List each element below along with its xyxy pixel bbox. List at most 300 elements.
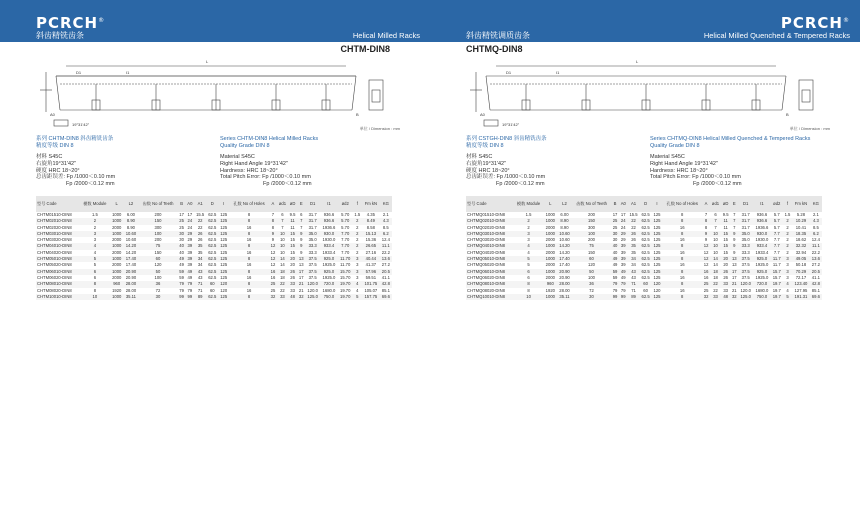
table-cell: 1925.0 — [755, 274, 769, 280]
table-cell: 16 — [246, 237, 252, 243]
table-cell: 33 — [721, 281, 730, 287]
table-cell: 10 — [710, 243, 721, 249]
table-cell: 125 — [220, 243, 228, 249]
table-cell: 62.5 — [641, 218, 650, 224]
table-cell: 39 — [620, 249, 626, 255]
table-cell: 18.62 — [795, 237, 807, 243]
table-row — [466, 294, 822, 300]
table-cell: 59 — [179, 274, 184, 280]
column-header: I1 — [320, 196, 338, 212]
rack-drawing — [36, 50, 396, 130]
column-header: øD — [288, 196, 297, 212]
table-cell: 15.13 — [362, 231, 380, 237]
table-cell: 12 — [703, 262, 709, 268]
table-cell: 62.5 — [641, 274, 650, 280]
table-cell: 100 — [572, 231, 611, 237]
table-cell: 28.00 — [559, 287, 570, 293]
table-cell: 2.1 — [382, 212, 389, 217]
table-cell: 35 — [197, 249, 203, 255]
table-cell: 10 — [280, 249, 285, 255]
table-cell: 15.7 — [772, 268, 781, 274]
table-cell: 14 — [280, 262, 285, 268]
table-cell: 62.5 — [208, 249, 217, 255]
table-cell: 62.5 — [641, 224, 650, 230]
table-cell: 4 — [353, 281, 362, 287]
table-cell: 1000 — [544, 218, 557, 224]
table-cell: 10.60 — [559, 237, 570, 243]
table-cell: 69.6 — [380, 294, 392, 300]
table-cell: 22 — [710, 281, 721, 287]
table-cell: 2000 — [545, 262, 555, 268]
dim-A0: A0 — [480, 112, 485, 117]
table-cell: 17 — [620, 212, 626, 217]
column-header: ød2 — [771, 196, 783, 212]
table-cell: 17 — [731, 268, 737, 274]
table-cell: 24 — [620, 218, 626, 224]
spec-table-left — [36, 196, 392, 300]
table-cell: 12 — [703, 256, 709, 262]
table-cell: 43 — [627, 269, 639, 275]
table-cell: 22 — [280, 287, 285, 293]
table-cell: 85.1 — [811, 287, 820, 293]
table-cell: 16 — [270, 274, 276, 280]
table-cell: 20 — [288, 256, 297, 262]
table-cell: 101.75 — [362, 281, 380, 287]
table-cell: 6 — [714, 212, 717, 217]
table-cell: 17 — [179, 212, 184, 217]
table-cell: 75 — [138, 243, 177, 249]
column-header: I — [218, 196, 229, 212]
table-cell: 1925.0 — [322, 274, 336, 280]
table-cell: 43 — [631, 274, 636, 280]
table-cell: 30 — [138, 294, 177, 300]
table-cell: CHTM04020-DIN8 — [37, 249, 72, 255]
table-cell: 4.35 — [366, 212, 375, 217]
table-cell: 99 — [620, 293, 626, 299]
dim-L: L — [636, 59, 639, 64]
table-cell: 39 — [187, 256, 193, 262]
table-cell: 33 — [288, 281, 297, 287]
dim-D1: D1 — [506, 70, 512, 75]
table-cell: 26 — [194, 231, 206, 237]
table-cell: 2000 — [545, 224, 555, 230]
table-cell: 15 — [288, 243, 297, 249]
column-header: 齿数 No of Teeth — [138, 196, 177, 212]
column-header: 孔数 No of Holes — [662, 196, 702, 212]
table-cell: 20.90 — [125, 274, 137, 280]
table-cell: 15.70 — [339, 274, 351, 280]
table-cell: 4 — [356, 287, 359, 293]
table-cell: 200 — [588, 212, 595, 217]
table-cell: 1930.0 — [322, 237, 336, 243]
table-cell: 2 — [786, 249, 789, 255]
table-cell: 1000 — [544, 256, 557, 262]
table-cell: 10 — [713, 237, 718, 243]
table-cell: 79 — [620, 287, 626, 293]
table-cell: 49 — [179, 262, 184, 268]
column-header: L — [544, 196, 557, 212]
header-bar — [0, 0, 430, 42]
table-cell: 7 — [733, 212, 736, 217]
table-cell: 120.0 — [307, 287, 318, 293]
table-cell: 2000 — [545, 274, 555, 280]
table-cell: 1000 — [110, 218, 124, 224]
table-cell: 10 — [277, 243, 288, 249]
table-cell: 20.90 — [557, 269, 572, 275]
series-cn: 系列 CHTM-DIN8 斜齿精铣齿条 精度等级 DIN 8 — [36, 136, 114, 149]
table-cell: 26.65 — [362, 243, 380, 249]
table-cell: 200 — [154, 237, 162, 243]
table-cell: CHTMQ03010-DIN8 — [466, 231, 514, 237]
table-cell: 9 — [271, 237, 275, 243]
table-cell: 33 — [723, 287, 728, 293]
table-cell: 120 — [653, 287, 661, 293]
table-cell: 79 — [612, 281, 618, 287]
table-cell: 71 — [631, 287, 636, 293]
table-cell: 39 — [620, 262, 626, 268]
table-cell: 125 — [220, 256, 228, 262]
table-cell: 16 — [246, 287, 252, 293]
table-cell: CHTM04010-DIN8 — [36, 243, 80, 249]
table-cell: 7 — [704, 212, 708, 217]
table-cell: CHTM02020-DIN8 — [37, 224, 72, 230]
table-cell: 933.4 — [753, 243, 771, 249]
column-header: L — [110, 196, 124, 212]
table-cell: 17.40 — [559, 262, 570, 268]
table-cell: 17 — [612, 212, 618, 217]
column-header: E — [297, 196, 305, 212]
table-cell: 32 — [703, 293, 709, 299]
table-cell: 36 — [138, 281, 177, 287]
table-cell: 125 — [653, 237, 661, 243]
table-cell: 16 — [270, 268, 276, 274]
table-cell: 39 — [620, 256, 626, 262]
table-cell: 6.00 — [560, 212, 569, 217]
table-cell: 37.5 — [738, 256, 753, 262]
table-cell: 125 — [220, 224, 228, 230]
table-cell: 79 — [179, 281, 184, 287]
table-cell: 10 — [280, 237, 285, 243]
table-cell: 120 — [653, 281, 661, 287]
table-cell: 79 — [179, 287, 184, 293]
table-cell: 1930.0 — [755, 237, 769, 243]
table-cell: 21 — [298, 281, 304, 287]
table-cell: 1000 — [544, 243, 557, 249]
table-cell: 1925.0 — [322, 262, 336, 268]
table-cell: 8.49 — [362, 218, 380, 224]
specs-cn: 材料 S45C 右旋角19°31'42" 硬度 HRC 18~20° 总齿距误差: Fp /1000＜0.10 mm Fp /2000＜0.12 mm — [36, 154, 116, 188]
table-cell: CHTMQ02010-DIN8 — [466, 218, 514, 224]
table-cell: 35.0 — [738, 231, 753, 237]
table-cell: 24 — [187, 218, 193, 224]
table-cell: 33 — [710, 294, 721, 300]
column-header: D1 — [305, 196, 320, 212]
table-cell: 20.90 — [559, 274, 570, 280]
table-cell: 62.5 — [208, 212, 217, 217]
table-cell: 17 — [187, 212, 193, 217]
table-cell: 2 — [80, 218, 110, 224]
table-cell: 10 — [514, 294, 544, 300]
table-cell: 3 — [786, 274, 789, 280]
table-cell: 29 — [620, 237, 626, 243]
table-cell: 30 — [612, 237, 618, 243]
table-cell: 79 — [612, 287, 618, 293]
table-cell: 62.5 — [641, 237, 650, 243]
table-cell: 21 — [731, 281, 737, 287]
table-cell: 18 — [713, 274, 718, 280]
table-cell: 62.5 — [641, 243, 650, 249]
table-cell: 125.0 — [738, 294, 753, 300]
table-cell: 71 — [197, 287, 203, 293]
column-header: f — [783, 196, 792, 212]
table-cell: CHTMQ06010-DIN8 — [466, 269, 514, 275]
table-cell: 7 — [733, 224, 736, 230]
column-header: D — [640, 196, 652, 212]
table-cell: 49 — [187, 274, 193, 280]
column-header: 型号 Code — [36, 196, 80, 212]
table-cell: 8.90 — [126, 224, 135, 230]
table-cell: 1936.6 — [755, 224, 769, 230]
table-cell: 960 — [110, 281, 124, 287]
table-cell: 2000 — [112, 224, 122, 230]
table-cell: 5.7 — [771, 218, 783, 224]
table-cell: 127.95 — [794, 287, 808, 293]
table-cell: 69.6 — [810, 294, 822, 300]
table-cell: CHTMQ01510-DIN8 — [467, 212, 505, 217]
table-cell: 100 — [154, 274, 162, 280]
table-cell: 43 — [197, 274, 203, 280]
table-cell: 5 — [514, 256, 544, 262]
table-cell: 8.58 — [366, 224, 375, 230]
table-cell: 32.94 — [795, 249, 807, 255]
table-cell: 925.0 — [753, 269, 771, 275]
column-header: E — [730, 196, 738, 212]
table-cell: 18 — [710, 269, 721, 275]
table-cell: 35 — [627, 243, 639, 249]
table-cell: 40 — [179, 249, 184, 255]
table-cell: 31.7 — [308, 224, 317, 230]
dim-I1: I1 — [126, 70, 130, 75]
table-cell: 300 — [588, 224, 595, 230]
table-cell: 936.6 — [323, 212, 335, 217]
table-cell: 6 — [514, 269, 544, 275]
table-cell: 15.5 — [629, 212, 638, 217]
rack-drawing — [466, 50, 826, 130]
table-cell: 13.6 — [810, 256, 822, 262]
table-cell: 2000 — [112, 249, 122, 255]
table-cell: 100 — [138, 231, 177, 237]
table-cell: 100 — [588, 274, 595, 280]
table-cell: 720.0 — [753, 281, 771, 287]
table-cell: 16 — [246, 262, 252, 268]
table-cell: 30 — [179, 230, 184, 236]
table-cell: 41.1 — [811, 274, 820, 280]
table-cell: 25 — [179, 224, 184, 230]
table-cell: 11.1 — [810, 243, 822, 249]
table-cell: 31.7 — [741, 212, 750, 217]
table-cell: 9 — [297, 243, 305, 249]
table-cell: 12 — [270, 262, 276, 268]
table-cell: 8 — [662, 218, 702, 224]
dim-L: L — [206, 59, 209, 64]
table-cell: 13.6 — [380, 256, 392, 262]
dim-D1: D1 — [76, 70, 82, 75]
table-cell: CHTM10010-DIN8 — [36, 294, 80, 300]
dim-angle: 19°31'42" — [72, 122, 90, 127]
column-header: I — [652, 196, 663, 212]
table-cell: 30 — [612, 230, 618, 236]
table-cell: 2 — [353, 218, 362, 224]
table-cell: 2000 — [112, 237, 122, 243]
table-cell: 62.5 — [641, 256, 650, 262]
table-cell: 20.5 — [380, 269, 392, 275]
dimension-note: 单位 / Dimension : mm — [789, 126, 830, 131]
column-header: 型号 Code — [466, 196, 514, 212]
column-header: A — [269, 196, 277, 212]
table-cell: 8 — [229, 269, 269, 275]
table-cell: 8 — [662, 281, 702, 287]
table-cell: 8 — [271, 224, 275, 230]
table-cell: 8 — [514, 281, 544, 287]
table-cell: 6 — [281, 212, 284, 217]
table-cell: 43 — [194, 269, 206, 275]
table-cell: 7.7 — [771, 243, 783, 249]
table-cell: 4 — [527, 249, 530, 255]
table-cell: 32 — [731, 293, 737, 299]
column-header: A — [702, 196, 710, 212]
title-en: Helical Milled Racks — [352, 31, 420, 40]
table-cell: 16 — [679, 274, 685, 280]
table-cell: 25 — [612, 218, 618, 224]
table-cell: 2000 — [112, 262, 122, 268]
table-cell: 10 — [710, 231, 721, 237]
table-cell: 2 — [527, 224, 530, 230]
table-cell: 37.5 — [741, 274, 750, 280]
table-cell: CHTMQ08010-DIN8 — [466, 281, 514, 287]
table-cell: 15 — [721, 231, 730, 237]
table-cell: 12 — [703, 243, 709, 249]
table-cell: 11 — [721, 218, 730, 224]
table-cell: 14.20 — [123, 243, 138, 249]
table-cell: 26 — [721, 269, 730, 275]
spec-table-right — [466, 196, 822, 300]
specs-cn: 材料 S45C 右旋角19°31'42" 硬度 HRC 18~20° 总齿距误差: Fp /1000＜0.10 mm Fp /2000＜0.12 mm — [466, 154, 546, 188]
table-cell: 7 — [277, 218, 288, 224]
table-cell: 11 — [288, 218, 297, 224]
table-cell: 26 — [288, 269, 297, 275]
table-cell: 10 — [277, 231, 288, 237]
table-cell: 11.70 — [338, 256, 353, 262]
table-cell: 12.4 — [381, 237, 390, 243]
table-cell: 40 — [179, 243, 184, 249]
table-cell: 41.1 — [381, 274, 390, 280]
table-cell: 4 — [786, 287, 789, 293]
table-cell: 15 — [723, 249, 728, 255]
table-cell: 125 — [653, 249, 661, 255]
table-cell: 9 — [300, 237, 303, 243]
table-cell: 2 — [786, 237, 789, 243]
table-cell: 5 — [80, 256, 110, 262]
table-cell: 13 — [298, 262, 304, 268]
table-cell: 62.5 — [641, 293, 650, 299]
table-cell: 20.90 — [123, 269, 138, 275]
table-row — [36, 294, 392, 300]
table-cell: CHTM01510-DIN8 — [37, 212, 72, 217]
table-cell: 19.70 — [338, 281, 353, 287]
table-cell: 2 — [356, 224, 359, 230]
table-cell: 37.5 — [741, 262, 750, 268]
table-cell: 62.5 — [208, 237, 217, 243]
table-cell: 960 — [544, 281, 557, 287]
table-cell: 120 — [220, 287, 228, 293]
table-cell: 32 — [298, 293, 304, 299]
table-cell: 28.00 — [125, 287, 137, 293]
table-cell: 26 — [290, 274, 295, 280]
table-cell: 7.70 — [338, 243, 353, 249]
table-cell: 5.70 — [341, 212, 350, 217]
table-cell: 7 — [281, 224, 284, 230]
column-header: 模数 Module — [80, 196, 110, 212]
brand-logo: PCRCH® — [36, 14, 106, 32]
table-cell: 125 — [653, 212, 661, 217]
table-cell: 7.70 — [341, 237, 350, 243]
table-cell: CHTMQ04010-DIN8 — [466, 243, 514, 249]
table-cell: 8 — [229, 231, 269, 237]
table-cell: 5.7 — [773, 212, 780, 217]
table-cell: 34 — [194, 256, 206, 262]
table-cell: 11.70 — [340, 262, 351, 268]
table-cell: 5 — [783, 294, 792, 300]
table-cell: 1.5 — [525, 212, 532, 217]
title-cn: 斜齿精铣齿条 — [36, 31, 84, 40]
table-cell: 2.1 — [812, 212, 819, 217]
table-cell: 62.5 — [641, 230, 650, 236]
table-cell: 8 — [229, 218, 269, 224]
table-cell: 35.0 — [305, 231, 320, 237]
table-cell: 62.5 — [208, 224, 217, 230]
table-cell: 125 — [220, 293, 228, 299]
table-cell: 71 — [627, 281, 639, 287]
table-cell: 35.11 — [557, 294, 572, 300]
table-cell: 7.70 — [338, 231, 353, 237]
table-cell: 8 — [229, 294, 269, 300]
table-cell: 19.70 — [338, 294, 353, 300]
table-cell: 27.2 — [381, 262, 390, 268]
column-header: Fm kN — [792, 196, 810, 212]
table-cell: 8 — [662, 256, 702, 262]
table-cell: 4 — [93, 249, 97, 255]
table-cell: CHTM05020-DIN8 — [37, 262, 72, 268]
table-cell: 19.7 — [772, 293, 781, 299]
table-cell: 22 — [277, 281, 288, 287]
table-cell: 1680.0 — [322, 287, 336, 293]
specs-en: Material S45C Right Hand Angle 19°31'42" Hardness: HRC 18~20° Total Pitch Error: Fp /1000＜0.10 mm Fp /2000＜0.12 mm — [650, 154, 742, 188]
table-cell: 10.29 — [792, 218, 810, 224]
table-cell: 125 — [220, 237, 228, 243]
table-cell: 150 — [572, 218, 611, 224]
table-cell: 20 — [290, 262, 295, 268]
column-header: KG — [810, 196, 822, 212]
table-cell: 26 — [631, 237, 636, 243]
table-cell: 70.29 — [792, 269, 810, 275]
table-cell: 8 — [229, 256, 269, 262]
table-cell: 26 — [723, 274, 728, 280]
table-cell: 79 — [620, 281, 626, 287]
table-cell: 125 — [653, 224, 661, 230]
column-header: 模数 Module — [514, 196, 544, 212]
table-cell: 1000 — [110, 256, 124, 262]
table-cell: 191.31 — [792, 294, 810, 300]
